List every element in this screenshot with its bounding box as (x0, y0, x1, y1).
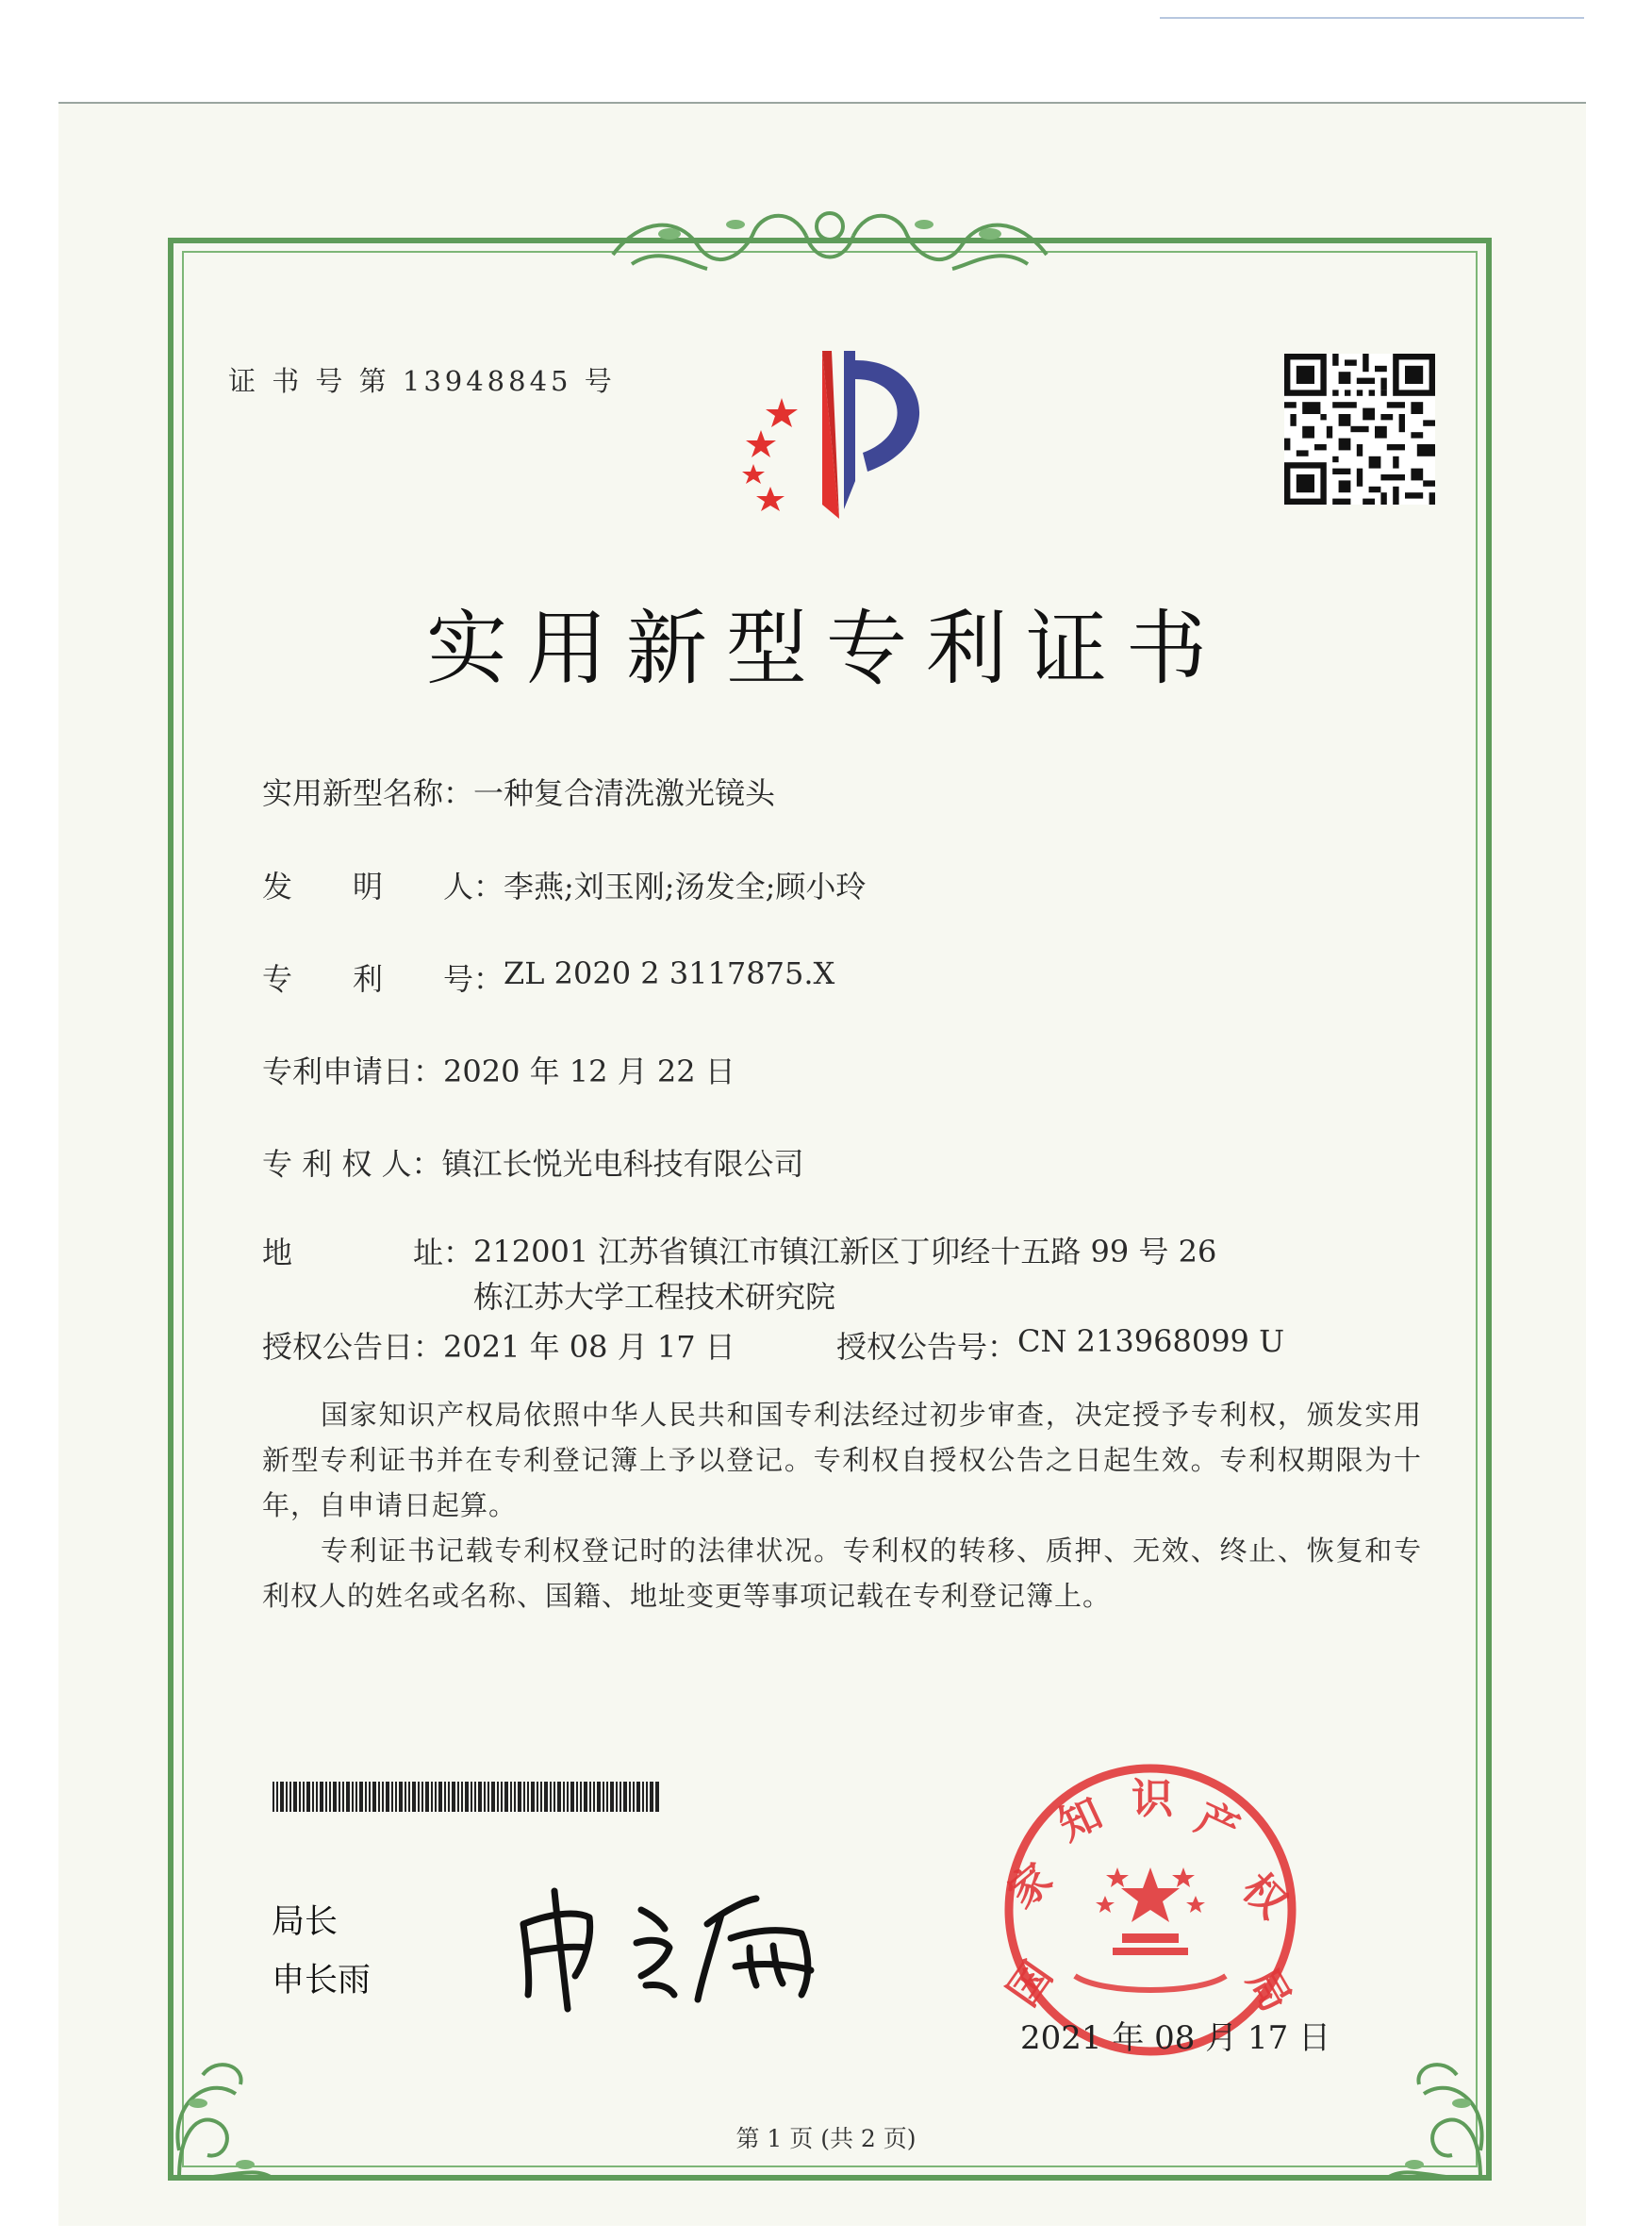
field-filing-date (262, 1048, 735, 1091)
field-value: 一种复合清洗激光镜头 (473, 775, 776, 811)
handwritten-signature (509, 1872, 849, 2014)
page-number: 第 1 页 (共 2 页) (735, 2125, 917, 2152)
scan-edge-line (58, 102, 1586, 104)
svg-text:识: 识 (1132, 1775, 1173, 1823)
field-utility-model-name (262, 770, 775, 813)
body-paragraph-2: 专利证书记载专利权登记时的法律状况。专利权的转移、质押、无效、终止、恢复和专利权人的姓名或名称、国籍、地址变更等事项记载在专利登记簿上。 (262, 1535, 1422, 1612)
field-label: 授权公告号： (836, 1329, 1018, 1365)
field-value: CN 213968099 U (1017, 1323, 1285, 1359)
field-label: 专 利 号： (262, 961, 504, 997)
top-ornament-icon (603, 198, 1056, 283)
svg-text:知: 知 (1051, 1789, 1110, 1850)
field-patentee (262, 1140, 804, 1184)
field-value: ZL 2020 2 3117875.X (504, 955, 835, 991)
field-label: 专 利 权 人： (262, 1146, 442, 1182)
field-inventor (262, 863, 866, 906)
body-paragraph-1: 国家知识产权局依照中华人民共和国专利法经过初步审查，决定授予专利权，颁发实用新型专利证书并在专利登记簿上予以登记。专利权自授权公告之日起生效。专利权期限为十年，自申请日起算。 (262, 1399, 1422, 1521)
certificate-number: 证 书 号 第 13948845 号 (228, 365, 616, 397)
field-label: 地 址： (262, 1235, 474, 1270)
seal-date: 2021 年 08 月 17 日 (1020, 2019, 1331, 2057)
field-value: 李燕;刘玉刚;汤发全;顾小玲 (504, 869, 867, 904)
svg-text:局: 局 (1237, 1960, 1300, 2020)
barcode-icon (273, 1782, 659, 1812)
director-name: 申长雨 (272, 1962, 372, 1999)
scan-edge-top (1160, 0, 1584, 19)
field-address (262, 1229, 1237, 1319)
bottom-right-ornament-icon (1348, 1962, 1499, 2188)
svg-text:家: 家 (999, 1854, 1062, 1918)
field-label: 专利申请日： (262, 1054, 444, 1089)
patent-office-logo-icon (712, 340, 948, 528)
field-grant-number (836, 1323, 1284, 1367)
director-title: 局长 (272, 1903, 339, 1941)
field-label: 发 明 人： (262, 869, 504, 904)
field-value: 212001 江苏省镇江市镇江新区丁卯经十五路 99 号 26 栋江苏大学工程技术研究院 (473, 1234, 1217, 1315)
field-grant-date (262, 1323, 735, 1367)
field-label: 授权公告日： (262, 1329, 444, 1365)
qr-code-icon (1284, 354, 1435, 505)
field-value: 2021 年 08 月 17 日 (443, 1329, 735, 1365)
certificate-title: 实用新型专利证书 (426, 602, 1226, 696)
field-value: 2020 年 12 月 22 日 (443, 1054, 735, 1089)
field-patent-number (262, 955, 834, 999)
svg-text:国: 国 (999, 1953, 1063, 2016)
field-value: 镇江长悦光电科技有限公司 (441, 1146, 804, 1182)
svg-text:产: 产 (1188, 1793, 1247, 1855)
svg-text:权: 权 (1232, 1864, 1297, 1928)
field-label: 实用新型名称： (262, 775, 474, 811)
